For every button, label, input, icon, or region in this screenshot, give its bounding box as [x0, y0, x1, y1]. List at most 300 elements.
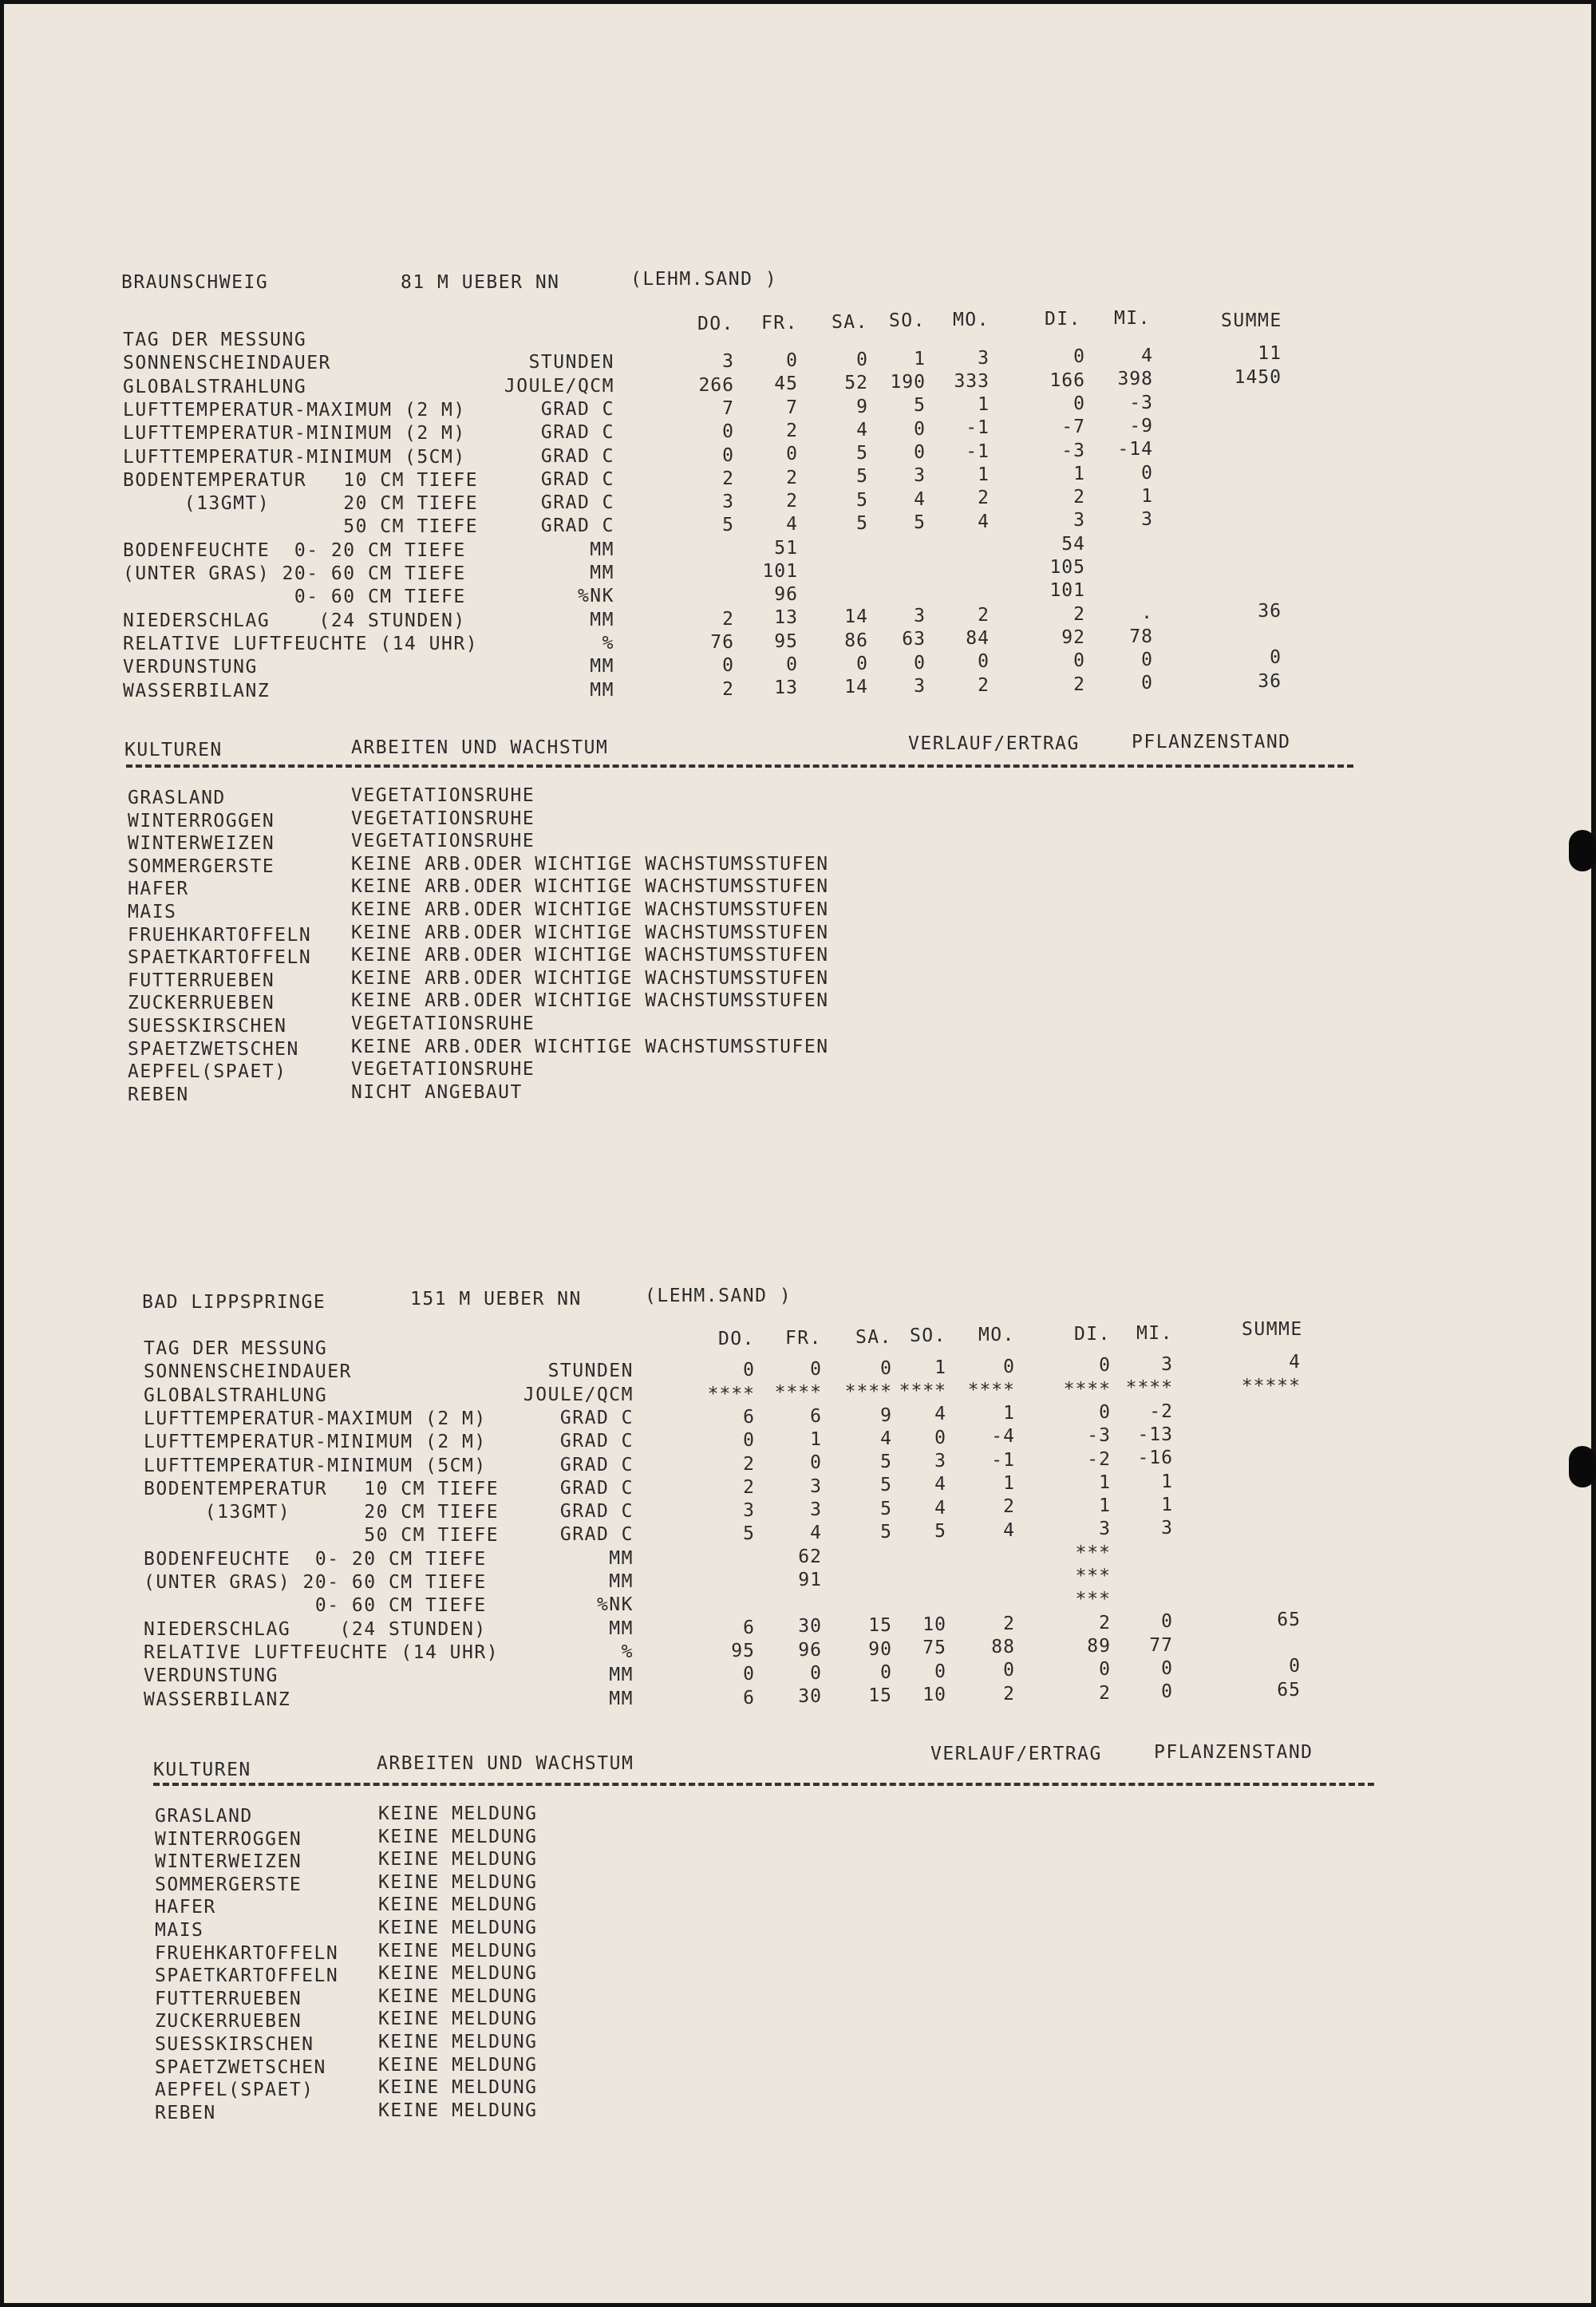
cell-value: 4 [1003, 1519, 1015, 1541]
sum-value: 65 [1277, 1679, 1301, 1701]
cell-value: 0 [856, 349, 868, 370]
cell-value: **** [1063, 1378, 1111, 1400]
cell-value: -9 [1129, 416, 1153, 437]
row-unit: GRAD C [559, 1407, 634, 1428]
cell-value: 0 [934, 1661, 946, 1682]
cell-value: 3 [914, 675, 926, 697]
cell-value: 6 [743, 1687, 755, 1709]
cell-value: 0 [914, 441, 926, 463]
cell-value: 3 [722, 492, 734, 513]
crop-name: SPAETZWETSCHEN [155, 2056, 326, 2078]
cell-value: 2 [1099, 1682, 1111, 1704]
cell-value: 1 [1099, 1472, 1111, 1493]
crops-col-stand: PFLANZENSTAND [1132, 732, 1291, 753]
cell-value: 2 [978, 604, 990, 626]
crop-status: KEINE MELDUNG [378, 1918, 538, 1938]
cell-value: 1 [1003, 1403, 1015, 1424]
row-label: (UNTER GRAS) 20- 60 CM TIEFE [123, 563, 466, 584]
crop-status: KEINE MELDUNG [378, 1803, 538, 1824]
cell-value: 4 [934, 1404, 946, 1425]
cell-value: 5 [856, 489, 868, 511]
cell-value: 0 [1073, 650, 1085, 672]
cell-value: 4 [810, 1523, 822, 1544]
crop-name: AEPFEL(SPAET) [128, 1061, 287, 1083]
row-unit: GRAD C [540, 516, 614, 537]
cell-value: 0 [743, 1430, 755, 1452]
crop-status: KEINE ARB.ODER WICHTIGE WACHSTUMSSTUFEN [351, 945, 829, 966]
cell-value: 5 [880, 1452, 892, 1473]
cell-value: 0 [722, 444, 734, 466]
day-header-2: FR. [784, 1327, 822, 1349]
crops-col-arbeiten: ARBEITEN UND WACHSTUM [351, 737, 609, 758]
day-header-6: DI. [1073, 1324, 1111, 1345]
row-label: SONNENSCHEINDAUER [144, 1361, 352, 1383]
cell-value: 2 [786, 490, 798, 512]
cell-value: 0 [1141, 462, 1153, 484]
row-unit: MM [590, 539, 614, 560]
cell-value: 6 [743, 1617, 755, 1638]
row-unit: MM [609, 1665, 634, 1686]
cell-value: 5 [722, 515, 734, 536]
crop-name: FRUEHKARTOFFELN [128, 924, 312, 946]
sum-value: 36 [1258, 600, 1282, 622]
cell-value: *** [1075, 1589, 1111, 1610]
cell-value: 7 [722, 397, 734, 419]
row-unit: GRAD C [540, 445, 614, 467]
row-label: NIEDERSCHLAG (24 STUNDEN) [123, 610, 466, 631]
row-unit: GRAD C [559, 1477, 634, 1499]
cell-value: 2 [722, 678, 734, 700]
row-label: VERDUNSTUNG [123, 657, 258, 678]
cell-value: 14 [844, 677, 868, 698]
cell-value: 0 [722, 655, 734, 677]
cell-value: 0 [1161, 1681, 1173, 1703]
cell-value: 0 [786, 654, 798, 675]
crop-name: MAIS [128, 902, 177, 922]
row-unit: STUNDEN [528, 352, 614, 373]
cell-value: 0 [914, 418, 926, 440]
cell-value: *** [1075, 1566, 1111, 1586]
crop-status: NICHT ANGEBAUT [351, 1081, 523, 1103]
cell-value: 2 [1073, 674, 1085, 695]
cell-value: **** [844, 1381, 892, 1403]
cell-value: 3 [1161, 1354, 1173, 1376]
sum-value: 4 [1289, 1352, 1301, 1373]
cell-value: 1 [1141, 485, 1153, 507]
cell-value: 5 [914, 512, 926, 533]
row-unit: GRAD C [540, 398, 614, 420]
cell-value: 4 [880, 1428, 892, 1449]
cell-value: 1 [1099, 1495, 1111, 1517]
day-header-4: SO. [888, 310, 926, 332]
cell-value: 2 [786, 421, 798, 441]
cell-value: 101 [1049, 580, 1085, 602]
crops-col-verlauf: VERLAUF/ERTRAG [930, 1744, 1102, 1764]
row-label: SONNENSCHEINDAUER [123, 353, 331, 374]
cell-value: 3 [810, 1475, 822, 1497]
cell-value: 105 [1049, 557, 1085, 578]
crop-status: KEINE MELDUNG [378, 2077, 538, 2099]
cell-value: 91 [798, 1569, 822, 1590]
crop-status: VEGETATIONSRUHE [351, 1013, 535, 1034]
row-label: LUFTTEMPERATUR-MINIMUM (2 M) [144, 1432, 487, 1453]
cell-value: 0 [743, 1664, 755, 1685]
row-label: GLOBALSTRAHLUNG [144, 1385, 328, 1406]
cell-value: 2 [722, 468, 734, 489]
row-label: (13GMT) 20 CM TIEFE [123, 493, 479, 515]
row-unit: GRAD C [559, 1454, 634, 1475]
dashed-divider [126, 764, 1353, 768]
sum-value: 1450 [1234, 366, 1282, 388]
crop-name: WINTERWEIZEN [155, 1851, 302, 1873]
cell-value: 51 [774, 537, 798, 559]
crop-status: KEINE MELDUNG [378, 1963, 538, 1985]
cell-value: 76 [710, 631, 734, 653]
crop-name: FUTTERRUEBEN [128, 970, 275, 991]
crops-col-arbeiten: ARBEITEN UND WACHSTUM [377, 1753, 634, 1774]
cell-value: 62 [798, 1546, 822, 1567]
cell-value: 7 [786, 397, 798, 418]
crop-name: GRASLAND [155, 1806, 253, 1827]
cell-value: 0 [914, 652, 926, 674]
row-unit: MM [609, 1547, 634, 1569]
row-unit: JOULE/QCM [504, 375, 614, 397]
sum-value: 0 [1289, 1656, 1301, 1677]
cell-value: 13 [774, 607, 798, 629]
crop-status: VEGETATIONSRUHE [351, 831, 535, 852]
cell-value: 10 [922, 1614, 946, 1635]
cell-value: 3 [934, 1450, 946, 1472]
station-elevation: 81 M UEBER NN [401, 272, 560, 293]
cell-value: **** [967, 1379, 1015, 1400]
row-unit: GRAD C [559, 1501, 634, 1523]
crop-name: SPAETZWETSCHEN [128, 1038, 299, 1060]
cell-value: 4 [856, 419, 868, 440]
cell-value: 3 [722, 351, 734, 373]
cell-value: 86 [844, 630, 868, 651]
row-label: BODENTEMPERATUR 10 CM TIEFE [144, 1478, 500, 1499]
crop-name: FUTTERRUEBEN [155, 1988, 302, 2009]
row-label: BODENFEUCHTE 0- 20 CM TIEFE [144, 1548, 487, 1570]
cell-value: 2 [1003, 1496, 1015, 1518]
cell-value: 0 [1099, 1401, 1111, 1423]
crops-col-kulturen: KULTUREN [124, 740, 223, 760]
cell-value: . [1141, 602, 1153, 624]
station-soil: (LEHM.SAND ) [630, 269, 778, 290]
crop-name: REBEN [128, 1084, 189, 1105]
cell-value: 63 [902, 629, 926, 650]
row-label: LUFTTEMPERATUR-MAXIMUM (2 M) [123, 399, 466, 421]
cell-value: 9 [856, 396, 868, 417]
cell-value: -16 [1137, 1448, 1173, 1469]
cell-value: 333 [954, 370, 990, 392]
cell-value: 2 [1073, 603, 1085, 625]
cell-value: 5 [856, 513, 868, 534]
cell-value: 0 [1073, 346, 1085, 368]
day-header-7: MI. [1136, 1322, 1173, 1344]
cell-value: 9 [880, 1404, 892, 1426]
row-label: BODENFEUCHTE 0- 20 CM TIEFE [123, 539, 466, 561]
crop-status: KEINE MELDUNG [378, 1985, 538, 2007]
cell-value: 4 [786, 514, 798, 535]
crop-name: AEPFEL(SPAET) [155, 2080, 314, 2101]
cell-value: 2 [1003, 1613, 1015, 1634]
crop-name: REBEN [155, 2102, 216, 2123]
crop-name: MAIS [155, 1920, 204, 1941]
cell-value: 266 [698, 374, 734, 396]
cell-value: 5 [934, 1520, 946, 1542]
crop-name: HAFER [128, 879, 189, 900]
cell-value: 1 [1161, 1471, 1173, 1492]
cell-value: 0 [786, 444, 798, 465]
cell-value: **** [1125, 1377, 1173, 1399]
cell-value: 398 [1117, 369, 1153, 390]
cell-value: 88 [991, 1637, 1015, 1658]
cell-value: 95 [774, 630, 798, 652]
row-label: TAG DER MESSUNG [144, 1338, 328, 1359]
cell-value: 45 [774, 373, 798, 395]
cell-value: 0 [786, 350, 798, 372]
cell-value: -3 [1061, 440, 1085, 461]
cell-value: 0 [880, 1661, 892, 1683]
day-header-5: MO. [952, 310, 990, 331]
cell-value: 6 [743, 1406, 755, 1428]
station-elevation: 151 M UEBER NN [410, 1289, 582, 1310]
cell-value: 0 [743, 1360, 755, 1381]
row-label: GLOBALSTRAHLUNG [123, 376, 307, 397]
cell-value: 0 [880, 1357, 892, 1379]
cell-value: 96 [798, 1639, 822, 1661]
sum-value: 0 [1270, 647, 1282, 669]
cell-value: 4 [914, 488, 926, 510]
cell-value: 2 [1003, 1683, 1015, 1705]
cell-value: **** [707, 1383, 755, 1404]
row-label: LUFTTEMPERATUR-MINIMUM (2 M) [123, 423, 466, 444]
crop-name: WINTERROGGEN [155, 1828, 302, 1850]
day-header-3: SA. [831, 311, 868, 333]
row-label: LUFTTEMPERATUR-MINIMUM (5CM) [144, 1455, 487, 1476]
row-label: WASSERBILANZ [123, 680, 271, 701]
crops-col-stand: PFLANZENSTAND [1154, 1742, 1314, 1763]
row-label: 0- 60 CM TIEFE [123, 587, 466, 608]
crop-status: KEINE MELDUNG [378, 2100, 538, 2121]
row-unit: %NK [596, 1594, 634, 1616]
row-label: LUFTTEMPERATUR-MAXIMUM (2 M) [144, 1408, 487, 1429]
crop-status: KEINE ARB.ODER WICHTIGE WACHSTUMSSTUFEN [351, 967, 829, 989]
cell-value: 0 [810, 1663, 822, 1684]
crop-status: VEGETATIONSRUHE [351, 808, 535, 829]
cell-value: 30 [798, 1686, 822, 1708]
cell-value: 95 [731, 1640, 755, 1661]
cell-value: 10 [922, 1684, 946, 1705]
row-label: LUFTTEMPERATUR-MINIMUM (5CM) [123, 446, 466, 468]
row-label: WASSERBILANZ [144, 1689, 291, 1710]
row-unit: MM [609, 1688, 634, 1709]
cell-value: 0 [810, 1452, 822, 1474]
crop-status: KEINE ARB.ODER WICHTIGE WACHSTUMSSTUFEN [351, 853, 829, 875]
day-header-6: DI. [1044, 309, 1081, 330]
cell-value: 1 [1003, 1473, 1015, 1494]
day-header-4: SO. [909, 1325, 946, 1347]
cell-value: 15 [868, 1615, 892, 1637]
cell-value: **** [774, 1382, 822, 1404]
cell-value: 13 [774, 677, 798, 699]
cell-value: 89 [1087, 1635, 1111, 1657]
row-unit: MM [590, 609, 614, 630]
cell-value: 4 [1141, 346, 1153, 367]
cell-value: 4 [934, 1497, 946, 1519]
crop-name: SUESSKIRSCHEN [128, 1016, 287, 1037]
cell-value: 78 [1129, 626, 1153, 647]
cell-value: 30 [798, 1616, 822, 1637]
row-unit: STUNDEN [547, 1361, 634, 1382]
crop-status: KEINE ARB.ODER WICHTIGE WACHSTUMSSTUFEN [351, 876, 829, 898]
day-header-1: DO. [717, 1329, 755, 1349]
crop-name: SOMMERGERSTE [155, 1874, 302, 1895]
row-unit: GRAD C [540, 468, 614, 490]
crop-status: KEINE MELDUNG [378, 2032, 538, 2052]
row-label: VERDUNSTUNG [144, 1665, 279, 1687]
station-name: BRAUNSCHWEIG [121, 272, 269, 293]
cell-value: 84 [966, 628, 990, 650]
crop-status: KEINE ARB.ODER WICHTIGE WACHSTUMSSTUFEN [351, 899, 829, 920]
crop-status: KEINE MELDUNG [378, 1940, 538, 1961]
cell-value: 0 [934, 1427, 946, 1448]
cell-value: 77 [1149, 1634, 1173, 1656]
cell-value: 96 [774, 584, 798, 606]
crop-status: VEGETATIONSRUHE [351, 785, 535, 806]
cell-value: -7 [1061, 417, 1085, 438]
crop-status: KEINE ARB.ODER WICHTIGE WACHSTUMSSTUFEN [351, 990, 829, 1012]
cell-value: 0 [856, 653, 868, 674]
crop-name: SPAETKARTOFFELN [155, 1965, 339, 1987]
crop-name: WINTERROGGEN [128, 810, 275, 832]
cell-value: -1 [991, 1449, 1015, 1471]
crop-name: SPAETKARTOFFELN [128, 947, 312, 969]
crops-col-kulturen: KULTUREN [153, 1760, 251, 1780]
cell-value: 90 [868, 1638, 892, 1660]
cell-value: 3 [1099, 1519, 1111, 1540]
crop-status: VEGETATIONSRUHE [351, 1059, 535, 1080]
sum-value: ***** [1241, 1375, 1301, 1396]
crop-status: KEINE MELDUNG [378, 1849, 538, 1870]
cell-value: -3 [1129, 392, 1153, 413]
cell-value: 6 [810, 1405, 822, 1427]
cell-value: 5 [880, 1498, 892, 1519]
cell-value: 1 [1161, 1494, 1173, 1515]
row-unit: % [621, 1641, 634, 1662]
row-unit: GRAD C [540, 492, 614, 514]
cell-value: 0 [978, 651, 990, 673]
cell-value: -13 [1137, 1424, 1173, 1445]
crop-status: KEINE MELDUNG [378, 1894, 538, 1916]
crop-status: KEINE MELDUNG [378, 2009, 538, 2030]
cell-value: 1 [978, 464, 990, 485]
crop-name: SUESSKIRSCHEN [155, 2034, 314, 2055]
row-unit: %NK [577, 586, 614, 607]
cell-value: 0 [1161, 1611, 1173, 1633]
cell-value: 1 [978, 394, 990, 416]
cell-value: 15 [868, 1685, 892, 1707]
crop-name: FRUEHKARTOFFELN [155, 1942, 339, 1964]
cell-value: *** [1075, 1542, 1111, 1563]
cell-value: 0 [1099, 1659, 1111, 1681]
dashed-divider [153, 1783, 1374, 1786]
cell-value: -2 [1149, 1400, 1173, 1422]
row-unit: MM [609, 1571, 634, 1592]
row-unit: MM [590, 563, 614, 583]
cell-value: 5 [743, 1523, 755, 1545]
cell-value: 3 [1073, 510, 1085, 531]
punch-hole-bottom [1569, 1446, 1596, 1487]
cell-value: 14 [844, 606, 868, 628]
cell-value: 2 [1099, 1612, 1111, 1633]
sum-value: 36 [1258, 670, 1282, 692]
day-header-5: MO. [978, 1325, 1015, 1346]
cell-value: 0 [1141, 673, 1153, 694]
cell-value: 1 [810, 1429, 822, 1450]
cell-value: 5 [880, 1522, 892, 1543]
cell-value: -2 [1087, 1448, 1111, 1470]
row-label: TAG DER MESSUNG [123, 330, 307, 350]
cell-value: 3 [743, 1500, 755, 1522]
day-header-7: MI. [1113, 307, 1151, 329]
station-soil: (LEHM.SAND ) [645, 1286, 792, 1306]
cell-value: 0 [1161, 1658, 1173, 1679]
row-label: RELATIVE LUFTFEUCHTE (14 UHR) [123, 633, 479, 654]
cell-value: -14 [1117, 439, 1153, 460]
cell-value: 0 [1073, 393, 1085, 414]
cell-value: 54 [1061, 533, 1085, 555]
day-header-2: FR. [760, 312, 798, 334]
crop-name: WINTERWEIZEN [128, 833, 275, 855]
cell-value: 2 [786, 467, 798, 488]
crop-status: KEINE ARB.ODER WICHTIGE WACHSTUMSSTUFEN [351, 922, 829, 943]
row-label: NIEDERSCHLAG (24 STUNDEN) [144, 1618, 487, 1640]
row-unit: JOULE/QCM [523, 1384, 634, 1405]
cell-value: 2 [1073, 487, 1085, 508]
cell-value: 3 [978, 347, 990, 369]
station-name: BAD LIPPSPRINGE [142, 1292, 326, 1313]
cell-value: 1 [1073, 463, 1085, 484]
cell-value: 5 [856, 443, 868, 464]
sum-header: SUMME [1221, 310, 1282, 331]
cell-value: 5 [914, 395, 926, 417]
cell-value: 0 [810, 1359, 822, 1381]
cell-value: **** [899, 1381, 946, 1401]
row-label: BODENTEMPERATUR 10 CM TIEFE [123, 469, 479, 491]
cell-value: 0 [1003, 1660, 1015, 1681]
cell-value: 0 [1003, 1356, 1015, 1377]
row-unit: GRAD C [559, 1431, 634, 1452]
cell-value: 2 [978, 674, 990, 696]
cell-value: 190 [890, 372, 926, 393]
cell-value: 2 [743, 1476, 755, 1498]
row-unit: MM [590, 679, 614, 701]
cell-value: 0 [1099, 1355, 1111, 1377]
crop-name: ZUCKERRUEBEN [155, 2011, 302, 2032]
day-header-1: DO. [697, 314, 734, 334]
cell-value: 2 [743, 1453, 755, 1475]
row-label: (UNTER GRAS) 20- 60 CM TIEFE [144, 1572, 487, 1593]
sum-value: 65 [1277, 1609, 1301, 1630]
cell-value: 1 [914, 348, 926, 369]
cell-value: 4 [934, 1474, 946, 1495]
day-header-3: SA. [855, 1326, 892, 1348]
cell-value: 101 [762, 560, 798, 582]
cell-value: 3 [1141, 509, 1153, 531]
cell-value: -4 [991, 1426, 1015, 1448]
